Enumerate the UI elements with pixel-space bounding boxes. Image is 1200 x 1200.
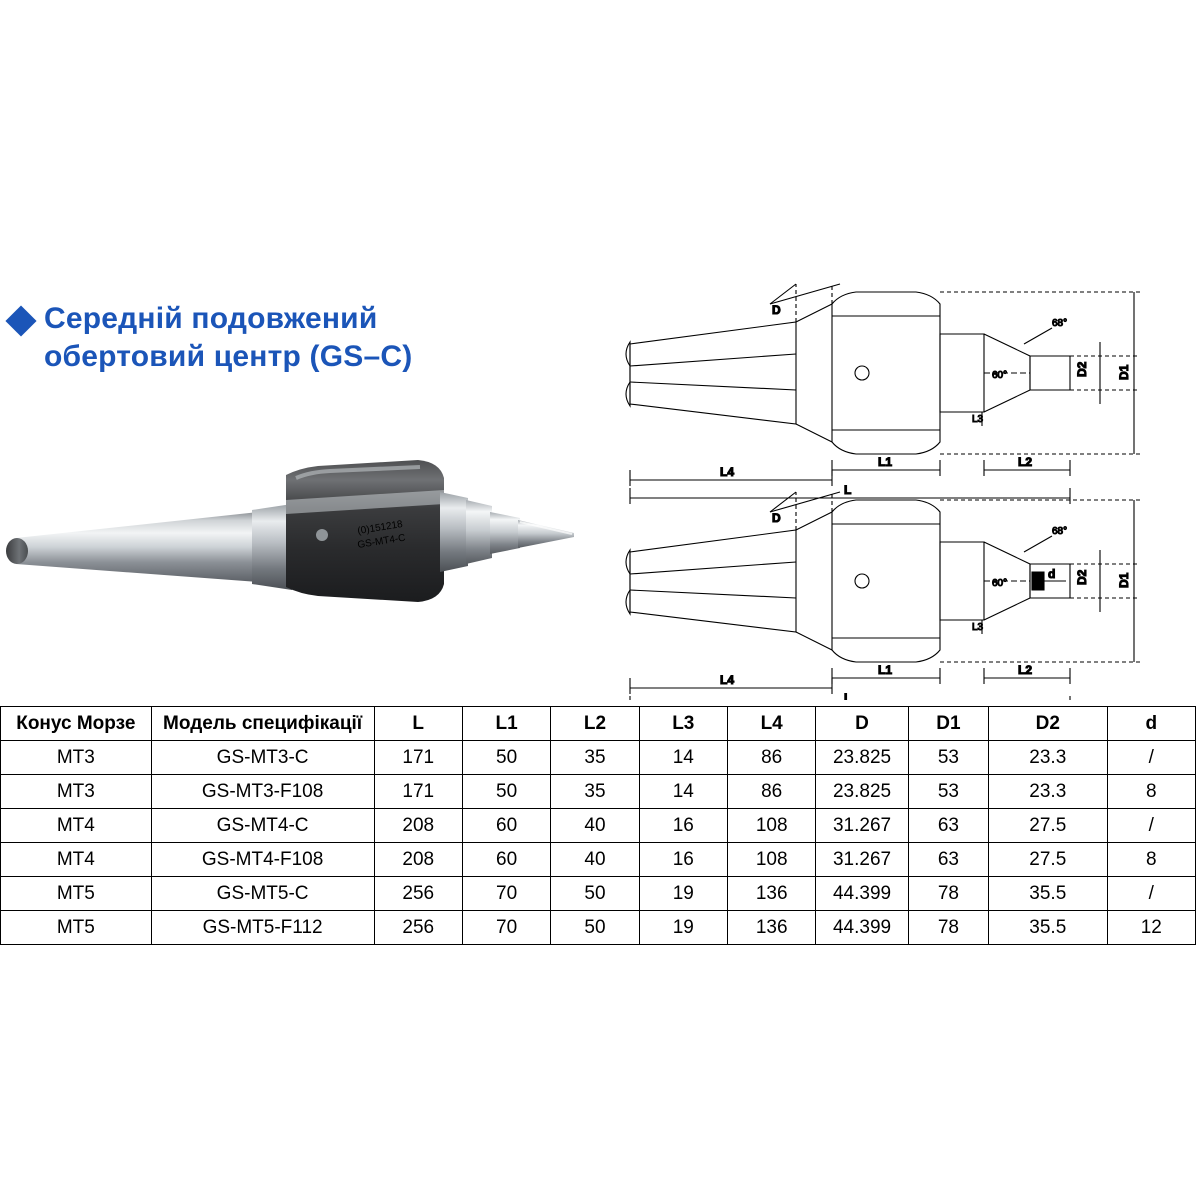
- table-cell: MT3: [1, 775, 152, 809]
- table-cell: 23.3: [989, 775, 1107, 809]
- table-cell: 23.825: [816, 741, 908, 775]
- lower-l1-label: L1: [878, 663, 893, 677]
- upper-l4-label: L4: [720, 465, 735, 479]
- table-cell: 60: [462, 809, 550, 843]
- table-header-cell: Модель специфікації: [151, 707, 374, 741]
- upper-angle68-label: 68°: [1052, 318, 1068, 329]
- table-cell: 108: [727, 843, 815, 877]
- photo-shank-end: [6, 538, 28, 564]
- photo-front-shoulder: [440, 492, 468, 572]
- lower-d1-label: D1: [1117, 572, 1131, 588]
- lower-l3-label: L3: [972, 622, 984, 633]
- table-row: [1, 741, 1196, 775]
- upper-l3-label: L3: [972, 414, 984, 425]
- table-header-row: [1, 707, 1196, 741]
- table-cell: GS-MT4-C: [151, 809, 374, 843]
- upper-shank-line-b: [630, 382, 796, 390]
- lower-l4-label: L4: [720, 673, 735, 687]
- table-cell: 78: [908, 911, 988, 945]
- specification-table: [0, 706, 1196, 945]
- lower-d2-label: D2: [1075, 569, 1089, 585]
- title-line-1: Середній подовжений: [44, 302, 378, 335]
- table-cell: 78: [908, 877, 988, 911]
- table-row: [1, 775, 1196, 809]
- diamond-bullet-icon: [5, 305, 36, 336]
- photo-tip-step2: [490, 512, 520, 554]
- lower-transition-b: [796, 632, 832, 650]
- upper-d-diag: [770, 284, 840, 304]
- table-row: [1, 877, 1196, 911]
- table-cell: 171: [374, 741, 462, 775]
- upper-l1-label: L1: [878, 455, 893, 469]
- drawing-lower: [626, 492, 1140, 700]
- table-cell: GS-MT5-C: [151, 877, 374, 911]
- table-cell: 14: [639, 775, 727, 809]
- table-cell: 16: [639, 843, 727, 877]
- lower-nose: [940, 542, 984, 620]
- product-photo: [0, 430, 600, 660]
- table-cell: 35: [551, 741, 639, 775]
- table-cell: 14: [639, 741, 727, 775]
- table-cell: /: [1107, 809, 1195, 843]
- table-header-cell: D: [816, 707, 908, 741]
- table-cell: 63: [908, 843, 988, 877]
- table-cell: 40: [551, 843, 639, 877]
- photo-engraving-line2: (0)151218: [356, 518, 404, 537]
- table-cell: 31.267: [816, 843, 908, 877]
- table-cell: 136: [727, 911, 815, 945]
- title-text: [44, 300, 412, 377]
- table-cell: 44.399: [816, 877, 908, 911]
- table-header-cell: L4: [727, 707, 815, 741]
- lower-l-label: L: [844, 691, 852, 700]
- table-cell: 40: [551, 809, 639, 843]
- table-header-cell: L1: [462, 707, 550, 741]
- lower-bore-hatch: [1032, 572, 1044, 590]
- upper-d2-label: D2: [1075, 361, 1089, 377]
- table-cell: 63: [908, 809, 988, 843]
- page-title: [8, 300, 528, 377]
- drawings-svg: [600, 270, 1200, 700]
- table-row: [1, 809, 1196, 843]
- table-cell: 35.5: [989, 877, 1107, 911]
- lower-shank-end: [626, 550, 630, 614]
- table-header-cell: L2: [551, 707, 639, 741]
- lower-l2-label: L2: [1018, 663, 1033, 677]
- table-cell: MT5: [1, 877, 152, 911]
- table-cell: 60: [462, 843, 550, 877]
- table-cell: GS-MT5-F112: [151, 911, 374, 945]
- lower-shank-line-b: [630, 590, 796, 598]
- upper-d1-label: D1: [1117, 364, 1131, 380]
- table-cell: 70: [462, 877, 550, 911]
- table-row: [1, 843, 1196, 877]
- table-cell: MT3: [1, 741, 152, 775]
- upper-l-label: L: [844, 483, 852, 497]
- upper-shank-line-a: [630, 354, 796, 366]
- photo-bearing-dot: [316, 529, 328, 541]
- lower-d-diag: [770, 492, 840, 512]
- table-cell: 256: [374, 911, 462, 945]
- technical-drawings: [600, 270, 1200, 700]
- table-cell: 23.825: [816, 775, 908, 809]
- table-cell: 44.399: [816, 911, 908, 945]
- lower-angle68-label: 68°: [1052, 526, 1068, 537]
- table-header-cell: d: [1107, 707, 1195, 741]
- upper-angle60-label: 60°: [992, 370, 1008, 381]
- upper-transition-b: [796, 424, 832, 442]
- table-cell: 27.5: [989, 809, 1107, 843]
- table-cell: GS-MT3-F108: [151, 775, 374, 809]
- table-cell: 50: [462, 775, 550, 809]
- table-cell: /: [1107, 741, 1195, 775]
- table-cell: 208: [374, 809, 462, 843]
- table-header-cell: L: [374, 707, 462, 741]
- lower-d-label: d: [1048, 567, 1056, 581]
- table-row: [1, 911, 1196, 945]
- table-cell: 27.5: [989, 843, 1107, 877]
- lower-angle60-label: 60°: [992, 578, 1008, 589]
- table-cell: 86: [727, 741, 815, 775]
- lower-angle68-leader: [1024, 536, 1052, 552]
- table-cell: 23.3: [989, 741, 1107, 775]
- upper-tip: [1030, 356, 1070, 390]
- upper-shank-end: [626, 342, 630, 406]
- table-cell: MT5: [1, 911, 152, 945]
- table-cell: MT4: [1, 843, 152, 877]
- table-cell: MT4: [1, 809, 152, 843]
- table-header-cell: L3: [639, 707, 727, 741]
- table-cell: 12: [1107, 911, 1195, 945]
- upper-bearing-dot: [855, 366, 869, 380]
- title-line-2: обертовий центр (GS–C): [44, 340, 413, 374]
- photo-engraving-line1: GS-MT4-C: [356, 532, 407, 551]
- table-cell: 53: [908, 741, 988, 775]
- table-cell: 256: [374, 877, 462, 911]
- table-cell: 16: [639, 809, 727, 843]
- upper-d-diag2: [770, 284, 796, 304]
- table-cell: 8: [1107, 775, 1195, 809]
- product-photo-svg: [0, 430, 600, 660]
- upper-l2-label: L2: [1018, 455, 1033, 469]
- table-cell: 171: [374, 775, 462, 809]
- table-cell: 86: [727, 775, 815, 809]
- table-cell: 53: [908, 775, 988, 809]
- table-cell: 70: [462, 911, 550, 945]
- table-cell: 19: [639, 877, 727, 911]
- upper-nose: [940, 334, 984, 412]
- table-cell: 19: [639, 911, 727, 945]
- table-cell: /: [1107, 877, 1195, 911]
- lower-shank-line-a: [630, 562, 796, 574]
- lower-dmajor-label: D: [772, 511, 781, 525]
- table-cell: 108: [727, 809, 815, 843]
- table-cell: 31.267: [816, 809, 908, 843]
- lower-transition-a: [796, 512, 832, 530]
- table-cell: 8: [1107, 843, 1195, 877]
- table-cell: 50: [551, 877, 639, 911]
- table-header-cell: D2: [989, 707, 1107, 741]
- table-header-cell: Конус Морзе: [1, 707, 152, 741]
- table-cell: 208: [374, 843, 462, 877]
- photo-shank: [16, 512, 258, 582]
- drawing-upper: [626, 284, 1140, 504]
- table-cell: GS-MT3-C: [151, 741, 374, 775]
- upper-d-label: D: [772, 303, 781, 317]
- upper-shank: [630, 322, 796, 424]
- lower-bearing-dot: [855, 574, 869, 588]
- table-cell: GS-MT4-F108: [151, 843, 374, 877]
- table-cell: 35: [551, 775, 639, 809]
- photo-tip-step: [466, 500, 492, 564]
- table-cell: 136: [727, 877, 815, 911]
- table-cell: 35.5: [989, 911, 1107, 945]
- table-header-cell: D1: [908, 707, 988, 741]
- table-cell: 50: [462, 741, 550, 775]
- table-cell: 50: [551, 911, 639, 945]
- upper-angle68-leader: [1024, 328, 1052, 344]
- lower-shank: [630, 530, 796, 632]
- upper-transition-a: [796, 304, 832, 322]
- lower-d-diag2: [770, 492, 796, 512]
